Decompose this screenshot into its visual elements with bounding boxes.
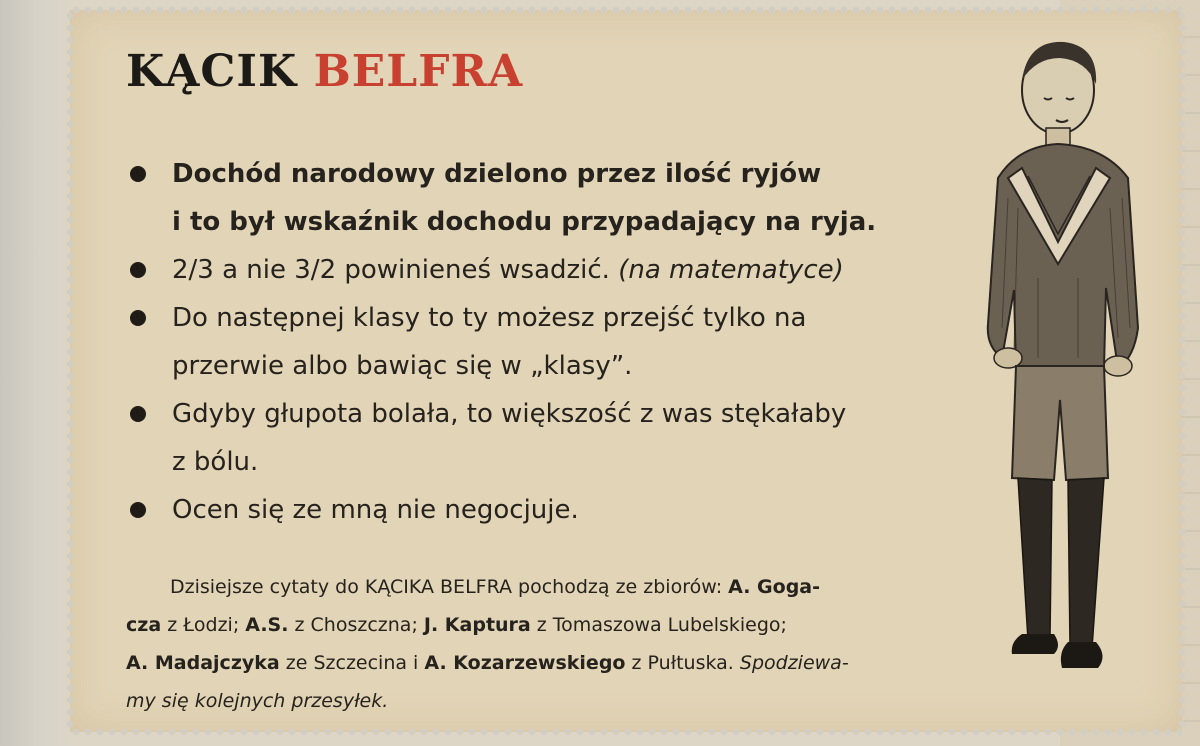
credit-name: A. Kozarzewskiego <box>424 652 626 674</box>
credit-city: z Łodzi; <box>167 614 240 636</box>
credit-city: ze Szczecina i <box>285 652 419 674</box>
perforation-left <box>66 10 74 732</box>
perforation-top <box>70 6 1182 14</box>
credits-paragraph <box>126 568 1006 720</box>
quote-line: Dochód narodowy dzielono przez ilość ryjów <box>172 159 822 189</box>
bullet-dot-icon <box>130 310 146 326</box>
bullet-dot-icon <box>130 262 146 278</box>
quote-item <box>126 486 986 534</box>
quote-line: Gdyby głupota bolała, to większość z was stękałaby <box>172 399 847 429</box>
quote-item <box>126 294 986 390</box>
bullet-dot-icon <box>130 166 146 182</box>
quote-line: Ocen się ze mną nie negocjuje. <box>172 495 579 525</box>
boy-engraving-icon <box>958 28 1168 688</box>
bullet-dot-icon <box>130 502 146 518</box>
page-title <box>126 46 523 97</box>
credit-name: A. Madajczyka <box>126 652 280 674</box>
credits-intro: Dzisiejsze cytaty do KĄCIKA BELFRA pochodzą ze zbiorów: <box>170 576 723 598</box>
quote-note: (na matematyce) <box>618 255 844 285</box>
title-main: KĄCIK <box>126 46 298 97</box>
credit-city: z Choszczna; <box>294 614 418 636</box>
credit-city: z Pułtuska. <box>631 652 734 674</box>
quote-line: i to był wskaźnik dochodu przypadający na ryja. <box>172 207 877 237</box>
perforation-right <box>1178 10 1186 732</box>
quote-line: z bólu. <box>172 447 259 477</box>
quote-item <box>126 390 986 486</box>
credit-city: z Tomaszowa Lubelskiego; <box>536 614 787 636</box>
bullet-dot-icon <box>130 406 146 422</box>
credits-closing: Spodziewa- <box>739 652 849 674</box>
quote-item <box>126 150 986 246</box>
credit-name: A. Goga- <box>728 576 821 598</box>
kacik-belfra-box <box>70 10 1182 732</box>
quote-line: przerwie albo bawiąc się w „klasy”. <box>172 351 633 381</box>
credit-name: A.S. <box>245 614 289 636</box>
title-accent: BELFRA <box>313 46 524 97</box>
credit-name: J. Kaptura <box>423 614 531 636</box>
perforation-bottom <box>70 728 1182 736</box>
quote-line: Do następnej klasy to ty możesz przejść tylko na <box>172 303 807 333</box>
credits-closing: my się kolejnych przesyłek. <box>126 690 389 712</box>
quotes-list <box>126 150 986 534</box>
quote-item <box>126 246 986 294</box>
quote-line: 2/3 a nie 3/2 powinieneś wsadzić. <box>172 255 610 285</box>
credit-name: cza <box>126 614 162 636</box>
